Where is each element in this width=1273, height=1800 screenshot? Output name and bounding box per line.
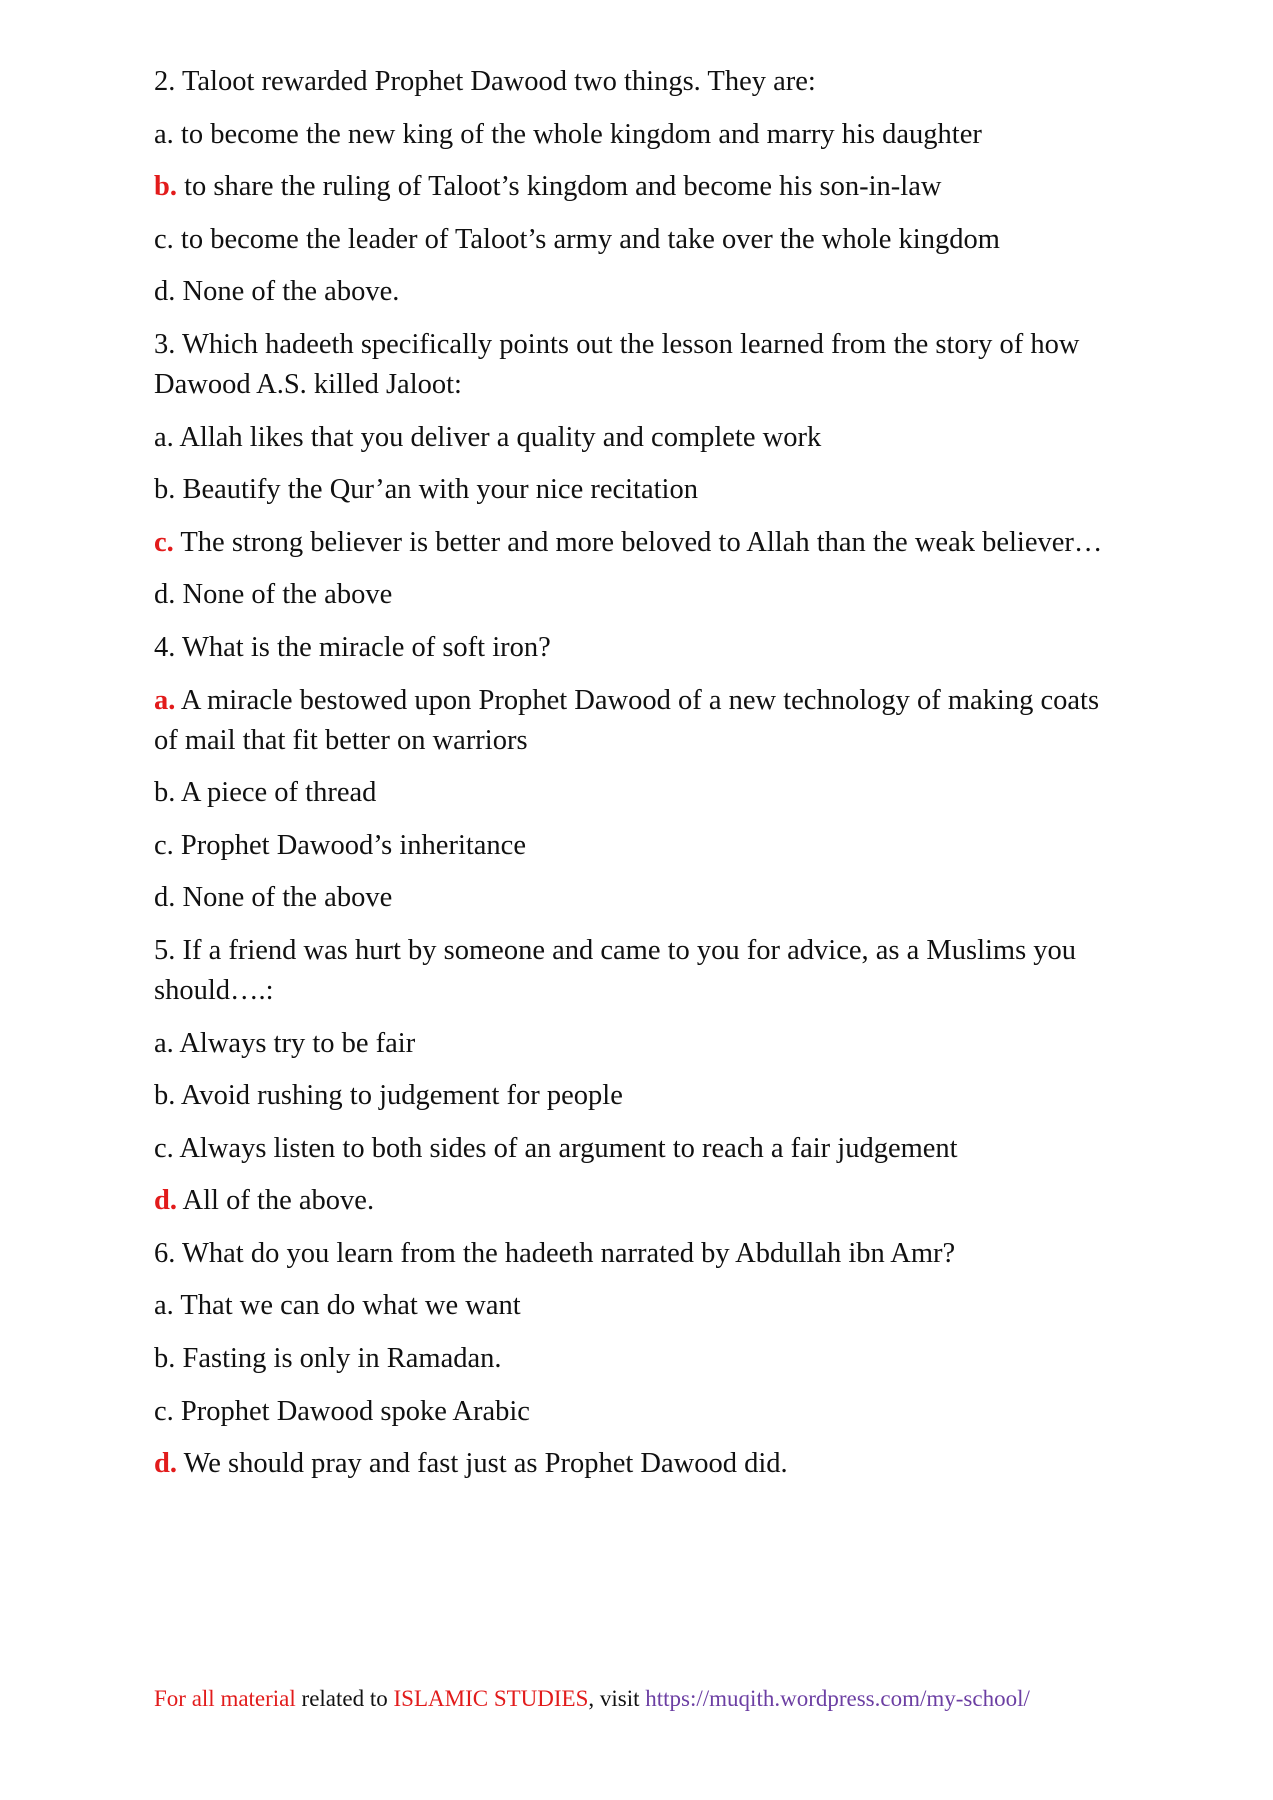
option-3a <box>154 418 1114 458</box>
option-4a-correct <box>154 681 1114 761</box>
question-3: 3. Which hadeeth specifically points out the lesson learned from the story of how Dawood A.S. killed Jaloot: <box>154 328 1080 400</box>
option-text: A piece of thread <box>175 777 377 809</box>
option-text: That we can do what we want <box>173 1290 521 1322</box>
footer-visit-text: , visit <box>588 1686 646 1711</box>
option-text: to become the leader of Taloot’s army and take over the whole kingdom <box>173 223 1000 255</box>
option-3b <box>154 470 1114 510</box>
question-4: 4. What is the miracle of soft iron? <box>154 631 551 663</box>
correct-answer-letter: a. <box>154 684 176 716</box>
option-letter: c. <box>154 223 174 255</box>
option-5c <box>154 1129 1114 1169</box>
question-5: 5. If a friend was hurt by someone and came to you for advice, as a Muslims you should….: <box>154 934 1077 1006</box>
option-5d-correct <box>154 1181 1114 1221</box>
footer-material-text: For all material <box>154 1686 296 1711</box>
quiz-content <box>154 62 1114 1497</box>
option-5b <box>154 1076 1114 1116</box>
option-4d <box>154 878 1114 918</box>
option-6a <box>154 1286 1114 1326</box>
option-text: A miracle bestowed upon Prophet Dawood of a new technology of making coats of mail that fit better on warriors <box>154 684 1100 756</box>
option-2b-correct <box>154 167 1114 207</box>
option-text: Beautify the Qur’an with your nice recitation <box>175 474 698 506</box>
option-text: Always listen to both sides of an argument to reach a fair judgement <box>173 1132 958 1164</box>
option-text: None of the above. <box>175 276 400 308</box>
question-6: 6. What do you learn from the hadeeth narrated by Abdullah ibn Amr? <box>154 1237 956 1269</box>
correct-answer-letter: d. <box>154 1448 177 1480</box>
option-letter: a. <box>154 118 174 150</box>
option-letter: b. <box>154 777 176 809</box>
option-text: Avoid rushing to judgement for people <box>175 1080 623 1112</box>
correct-answer-letter: d. <box>154 1185 177 1217</box>
option-letter: a. <box>154 1027 174 1059</box>
option-text: The strong believer is better and more beloved to Allah than the weak believer… <box>173 526 1103 558</box>
option-5a <box>154 1024 1114 1064</box>
page-footer <box>154 1684 1154 1714</box>
option-3d <box>154 575 1114 615</box>
option-text: Fasting is only in Ramadan. <box>175 1343 502 1375</box>
option-letter: c. <box>154 829 174 861</box>
option-text: None of the above <box>175 882 393 914</box>
option-letter: a. <box>154 421 174 453</box>
footer-link[interactable]: https://muqith.wordpress.com/my-school/ <box>645 1686 1030 1711</box>
option-letter: a. <box>154 1290 174 1322</box>
footer-subject-text: ISLAMIC STUDIES <box>393 1686 589 1711</box>
option-text: We should pray and fast just as Prophet Dawood did. <box>176 1448 788 1480</box>
option-4c <box>154 826 1114 866</box>
option-3c-correct <box>154 523 1114 563</box>
option-letter: b. <box>154 1343 176 1375</box>
option-4b <box>154 773 1114 813</box>
option-letter: d. <box>154 276 176 308</box>
option-letter: b. <box>154 474 176 506</box>
option-6b <box>154 1339 1114 1379</box>
option-letter: c. <box>154 1132 174 1164</box>
correct-answer-letter: b. <box>154 171 177 203</box>
option-letter: d. <box>154 882 176 914</box>
question-2: 2. Taloot rewarded Prophet Dawood two things. They are: <box>154 66 816 97</box>
option-6c <box>154 1392 1114 1432</box>
option-text: to become the new king of the whole kingdom and marry his daughter <box>173 118 982 150</box>
option-text: to share the ruling of Taloot’s kingdom and become his son-in-law <box>176 171 942 203</box>
option-letter: c. <box>154 1395 174 1427</box>
correct-answer-letter: c. <box>154 526 174 558</box>
option-text: Allah likes that you deliver a quality and complete work <box>173 421 822 453</box>
option-2d <box>154 272 1114 312</box>
footer-related-text: related to <box>295 1686 394 1711</box>
option-text: None of the above <box>175 579 393 611</box>
option-6d-correct <box>154 1444 1114 1484</box>
option-2a <box>154 115 1114 155</box>
option-letter: d. <box>154 579 176 611</box>
option-text: Always try to be fair <box>173 1027 416 1059</box>
option-text: Prophet Dawood’s inheritance <box>173 829 526 861</box>
option-text: Prophet Dawood spoke Arabic <box>173 1395 530 1427</box>
option-letter: b. <box>154 1080 176 1112</box>
option-text: All of the above. <box>176 1185 375 1217</box>
option-2c <box>154 220 1114 260</box>
